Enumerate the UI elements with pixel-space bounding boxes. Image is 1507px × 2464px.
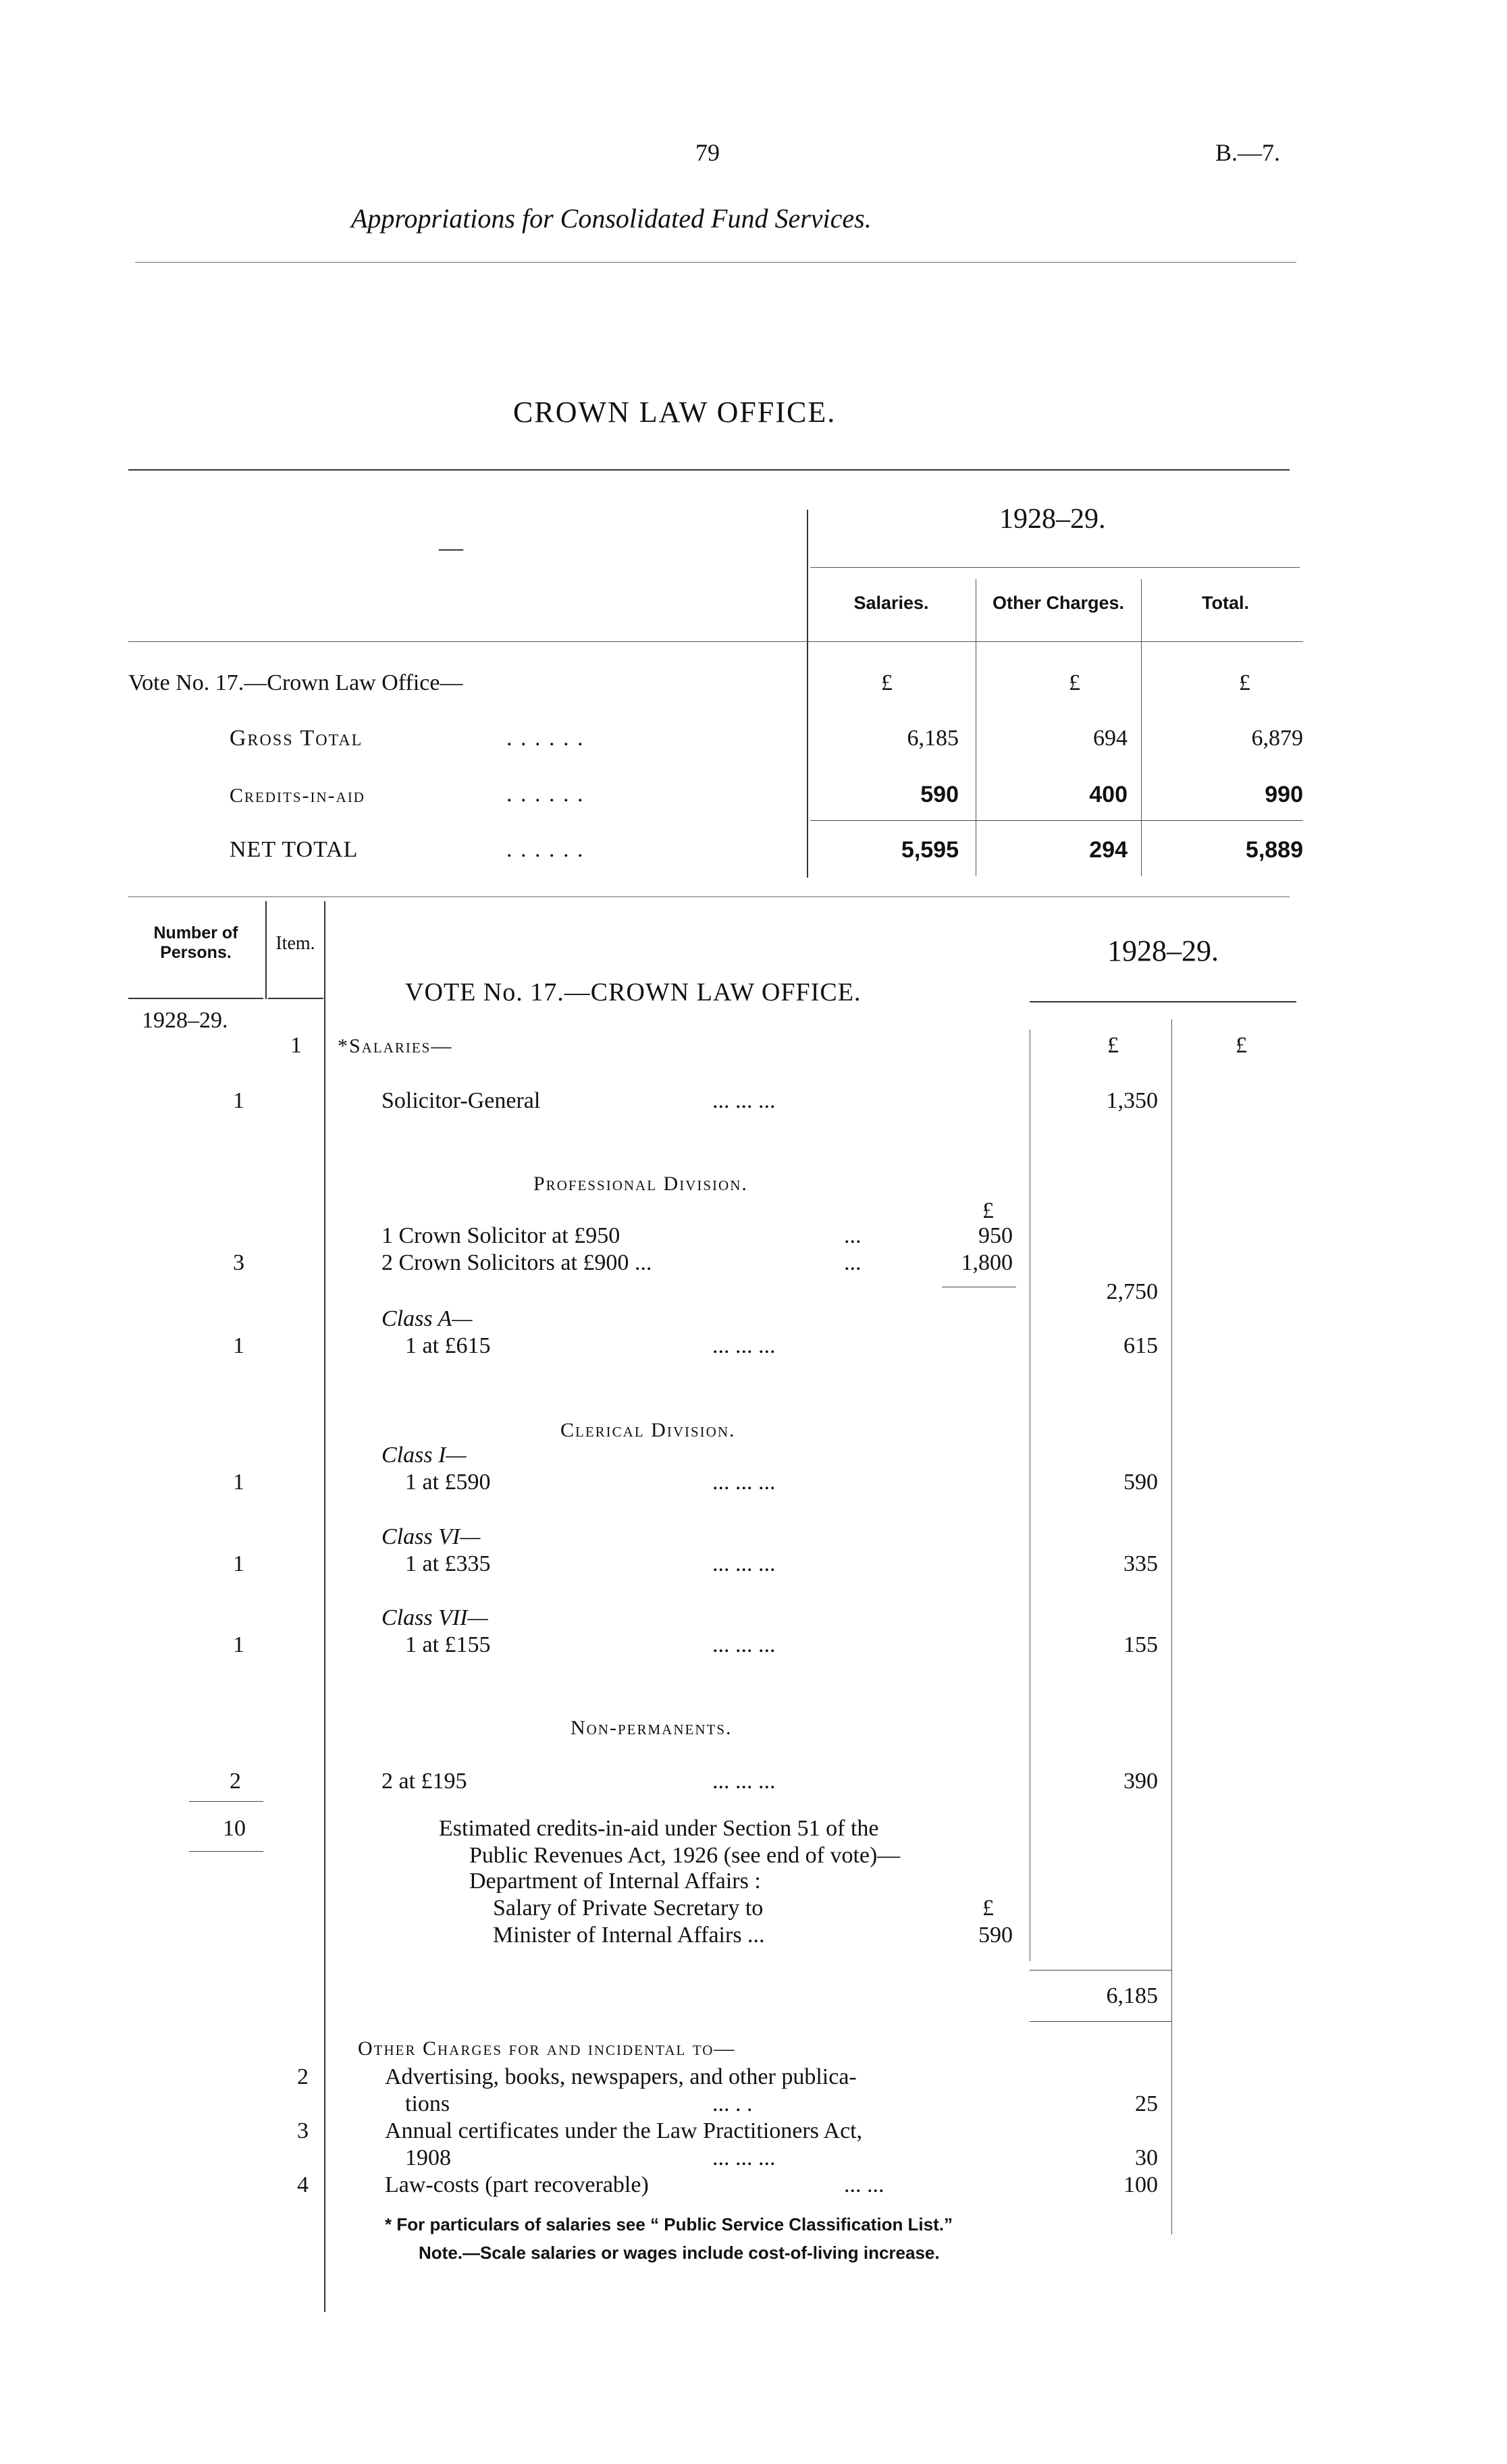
- class-vii-dots: ... ... ...: [712, 1632, 776, 1657]
- class-vii-heading: Class VII—: [381, 1605, 488, 1630]
- clerical-division-heading: Clerical Division.: [560, 1419, 736, 1441]
- gross-total-label: Gross Total: [230, 726, 363, 751]
- salaries-item-number: 1: [290, 1033, 302, 1058]
- credits-note-line-1: Estimated credits-in-aid under Section 51 of the: [439, 1816, 879, 1841]
- item-head-rule: [268, 998, 323, 999]
- non-permanents-heading: Non-permanents.: [571, 1717, 733, 1739]
- credits-note-line-5: Minister of Internal Affairs ...: [493, 1923, 765, 1948]
- office-title: CROWN LAW OFFICE.: [513, 396, 837, 429]
- col-other-charges: Other Charges.: [992, 593, 1125, 613]
- salaries-total-rule-bottom: [1030, 2021, 1171, 2022]
- head-number-of-persons: Number of Persons.: [153, 923, 238, 962]
- gross-total-dots: . . . . . .: [506, 726, 585, 751]
- class-vii-label: 1 at £155: [405, 1632, 491, 1657]
- other-item-4-amount: 100: [1123, 2172, 1158, 2197]
- salaries-footnote: * For particulars of salaries see “ Public Service Classification List.”: [385, 2214, 953, 2234]
- gross-total-other: 694: [1093, 726, 1128, 751]
- sol-gen-persons: 1: [233, 1088, 244, 1113]
- class-i-persons: 1: [233, 1470, 244, 1495]
- gross-total-total: 6,879: [1251, 726, 1303, 751]
- other-charges-heading: Other Charges for and incidental to—: [358, 2037, 736, 2060]
- credits-dots: . . . . . .: [506, 782, 585, 807]
- other-item-3-line1: Annual certificates under the Law Practitioners Act,: [385, 2118, 863, 2143]
- crown-solicitor-2-persons: 3: [233, 1250, 244, 1275]
- crown-solicitor-2-amount: 1,800: [961, 1250, 1013, 1275]
- crown-solicitors-total: 2,750: [1106, 1279, 1158, 1304]
- salaries-total: 6,185: [1106, 1983, 1158, 2008]
- summary-divider-left: [807, 510, 808, 878]
- net-total-salaries: 5,595: [901, 837, 959, 863]
- net-total-dots: . . . . . .: [506, 837, 585, 862]
- class-vi-heading: Class VI—: [381, 1524, 481, 1549]
- professional-division-heading: Professional Division.: [533, 1173, 748, 1195]
- non-perm-persons: 2: [230, 1769, 241, 1794]
- total-persons: 10: [223, 1816, 246, 1841]
- other-item-3-number: 3: [297, 2118, 309, 2143]
- crown-solicitor-1-dots: ...: [844, 1223, 862, 1248]
- detail-year-rule: [1030, 1001, 1296, 1002]
- head-item: Item.: [275, 933, 315, 954]
- credits-label: Credits-in-aid: [230, 784, 365, 807]
- class-vii-amount: 155: [1123, 1632, 1158, 1657]
- pound-col-2: £: [1236, 1033, 1247, 1058]
- summary-top-rule: [128, 469, 1290, 471]
- class-vii-persons: 1: [233, 1632, 244, 1657]
- pound-col-1: £: [1107, 1033, 1119, 1058]
- class-a-persons: 1: [233, 1333, 244, 1358]
- currency-total: £: [1239, 670, 1250, 695]
- credits-amount: 590: [978, 1923, 1013, 1948]
- crown-solicitor-2-dots: ...: [844, 1250, 862, 1275]
- other-item-4-dots: ... ...: [844, 2172, 884, 2197]
- class-vi-dots: ... ... ...: [712, 1551, 776, 1576]
- persons-year: 1928–29.: [142, 1008, 228, 1033]
- currency-salaries: £: [881, 670, 893, 695]
- page-subtitle: Appropriations for Consolidated Fund Services.: [351, 203, 872, 234]
- amount-divider-2: [1171, 1019, 1172, 2234]
- other-item-4-line1: Law-costs (part recoverable): [385, 2172, 649, 2197]
- persons-head-rule: [128, 998, 263, 999]
- vote-label: Vote No. 17.—Crown Law Office—: [128, 670, 463, 695]
- detail-year: 1928–29.: [1107, 934, 1219, 967]
- net-total-label: NET TOTAL: [230, 837, 359, 862]
- other-item-4-number: 4: [297, 2172, 309, 2197]
- non-perm-amount: 390: [1123, 1769, 1158, 1794]
- salaries-heading: *Salaries—: [338, 1035, 453, 1057]
- credits-note-line-4: Salary of Private Secretary to: [493, 1896, 764, 1921]
- credits-other: 400: [1089, 782, 1128, 807]
- summary-divider-right: [1141, 579, 1142, 876]
- crown-solicitor-2-label: 2 Crown Solicitors at £900 ...: [381, 1250, 652, 1275]
- net-total-total: 5,889: [1245, 837, 1303, 863]
- other-item-3-amount: 30: [1135, 2145, 1158, 2170]
- credits-note-line-3: Department of Internal Affairs :: [469, 1869, 761, 1894]
- page-number: 79: [695, 139, 720, 166]
- sol-gen-amount: 1,350: [1106, 1088, 1158, 1113]
- non-perm-dots: ... ... ...: [712, 1769, 776, 1794]
- class-i-heading: Class I—: [381, 1443, 467, 1468]
- net-total-rule: [810, 820, 1303, 821]
- crown-solicitor-1-label: 1 Crown Solicitor at £950: [381, 1223, 620, 1248]
- net-total-other: 294: [1089, 837, 1128, 863]
- class-a-heading: Class A—: [381, 1306, 473, 1331]
- other-item-2-amount: 25: [1135, 2091, 1158, 2116]
- header-rule: [135, 262, 1296, 263]
- class-a-dots: ... ... ...: [712, 1333, 776, 1358]
- class-vi-label: 1 at £335: [405, 1551, 491, 1576]
- item-description-divider: [324, 901, 325, 2312]
- credits-salaries: 590: [920, 782, 959, 807]
- sol-gen-label: Solicitor-General: [381, 1088, 541, 1113]
- persons-sum-rule-bottom: [189, 1851, 263, 1852]
- other-item-2-dots: ... . .: [712, 2091, 753, 2116]
- salaries-total-rule-top: [1030, 1970, 1171, 1971]
- col-salaries: Salaries.: [853, 593, 929, 613]
- currency-other: £: [1069, 670, 1080, 695]
- class-a-label: 1 at £615: [405, 1333, 491, 1358]
- class-vi-persons: 1: [233, 1551, 244, 1576]
- credits-total: 990: [1265, 782, 1303, 807]
- sol-gen-dots: ... ... ...: [712, 1088, 776, 1113]
- class-a-amount: 615: [1123, 1333, 1158, 1358]
- vote-title: VOTE No. 17.—CROWN LAW OFFICE.: [405, 978, 862, 1007]
- other-item-2-line1: Advertising, books, newspapers, and other publica-: [385, 2064, 857, 2089]
- col-total: Total.: [1202, 593, 1249, 613]
- column-head-rule: [128, 641, 1303, 642]
- other-item-2-number: 2: [297, 2064, 309, 2089]
- non-perm-label: 2 at £195: [381, 1769, 467, 1794]
- persons-item-divider: [265, 901, 267, 999]
- summary-dash: —: [439, 534, 463, 561]
- document-reference: B.—7.: [1215, 139, 1281, 166]
- crown-solicitor-1-amount: 950: [978, 1223, 1013, 1248]
- credits-pound: £: [982, 1896, 994, 1921]
- class-i-dots: ... ... ...: [712, 1470, 776, 1495]
- class-i-amount: 590: [1123, 1470, 1158, 1495]
- credits-note-line-2: Public Revenues Act, 1926 (see end of vote)—: [469, 1843, 901, 1868]
- gross-total-salaries: 6,185: [907, 726, 959, 751]
- cost-of-living-note: Note.—Scale salaries or wages include cost-of-living increase.: [419, 2243, 940, 2263]
- class-vi-amount: 335: [1123, 1551, 1158, 1576]
- class-i-label: 1 at £590: [405, 1470, 491, 1495]
- pound-sub: £: [982, 1198, 994, 1223]
- summary-year: 1928–29.: [999, 504, 1106, 535]
- summary-bottom-rule: [128, 896, 1290, 897]
- other-item-3-dots: ... ... ...: [712, 2145, 776, 2170]
- other-item-2-line2: tions: [405, 2091, 450, 2116]
- year-rule: [810, 567, 1300, 568]
- persons-sum-rule-top: [189, 1801, 263, 1802]
- other-item-3-line2: 1908: [405, 2145, 451, 2170]
